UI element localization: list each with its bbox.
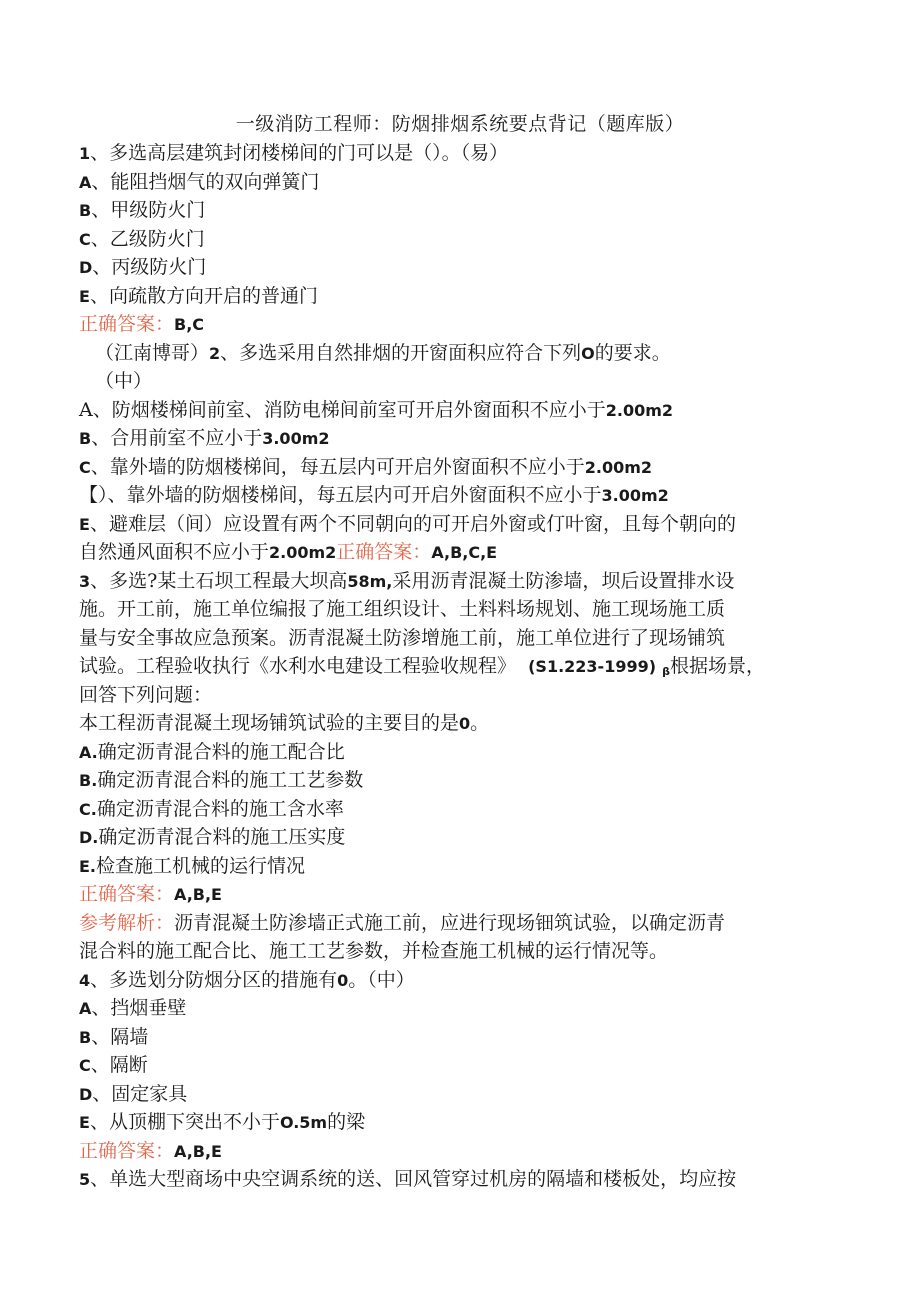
q1-option-a: A、能阻挡烟气的双向弹簧门 — [79, 170, 320, 193]
q1-option-c: C、乙级防火门 — [79, 227, 205, 250]
q3-answer: 正确答案：A,B,E — [79, 883, 222, 905]
q2-option-b: B、合用前室不应小于3.00m2 — [79, 427, 330, 449]
q2-option-c: C、靠外墙的防烟楼梯间，每五层内可开启外窗面积不应小于2.00m2 — [79, 455, 653, 478]
q5-stem: 5、单选大型商场中央空调系统的送、回风管穿过机房的隔墙和楼板处，均应按 — [79, 1168, 737, 1190]
q2-option-d: 【）、靠外墙的防烟楼梯间，每五层内可开启外窗面积不应小于3.00m2 — [79, 484, 669, 506]
document-title: 一级消防工程师：防烟排烟系统要点背记（题库版） — [235, 113, 685, 135]
q4-option-a: A、挡烟垂壁 — [79, 997, 187, 1019]
q3-question: 本工程沥青混凝土现场铺筑试验的主要目的是0。 — [79, 712, 490, 734]
q4-option-e: E、从顶棚下突出不小于O.5m的梁 — [79, 1111, 366, 1133]
q3-option-a: A.确定沥青混合料的施工配合比 — [79, 740, 345, 763]
q3-option-e: E.检查施工机械的运行情况 — [79, 854, 306, 877]
q3-option-c: C.确定沥青混合料的施工含水率 — [79, 797, 344, 820]
q2-difficulty: （中） — [95, 370, 153, 392]
q3-stem-line4: 试验。工程验收执行《水利水电建设工程验收规程》 (S1.223-1999) $_\beta$根据场景， — [79, 655, 765, 678]
q3-option-b: B.确定沥青混合料的施工工艺参数 — [79, 769, 364, 791]
q2-option-a: A、防烟楼梯间前室、消防电梯间前室可开启外窗面积不应小于2.00m2 — [79, 398, 674, 421]
q4-answer: 正确答案：A,B,E — [79, 1139, 222, 1162]
document-body — [79, 139, 839, 1194]
q1-option-e: E、向疏散方向开启的普通门 — [79, 284, 318, 307]
q4-option-b: B、隔墙 — [79, 1025, 149, 1048]
q1-stem: 1、多选高层建筑封闭楼梯间的门可以是（）。（易） — [79, 142, 509, 164]
q2-stem: （江南博哥）2、多选采用自然排烟的开窗面积应符合下列O的要求。 — [95, 341, 671, 364]
q3-stem-line1: 3、多选?某土石坝工程最大坝高58m,采用沥青混凝土防渗墙，坝后设置排水设 — [79, 569, 735, 592]
q4-stem: 4、多选划分防烟分区的措施有0。（中） — [79, 968, 415, 991]
q2-option-e-line2: 自然通风面积不应小于2.00m2正确答案：A,B,C,E — [79, 541, 498, 563]
q4-option-d: D、固定家具 — [79, 1082, 188, 1105]
q4-option-c: C、隔断 — [79, 1054, 148, 1076]
q2-option-e-line1: E、避难层（间）应设置有两个不同朝向的可开启外窗或仃叶窗，且每个朝向的 — [79, 512, 736, 535]
q3-analysis-line2: 混合料的施工配合比、施工工艺参数，并检查施工机械的运行情况等。 — [79, 940, 669, 962]
q1-number: 1 — [79, 144, 91, 163]
q3-stem-line2: 施。开工前，施工单位编报了施工组织设计、土料料场规划、施工现场施工质 — [79, 598, 726, 620]
q1-option-b: B、甲级防火门 — [79, 199, 206, 221]
q3-analysis-line1: 参考解析：沥青混凝土防渗墙正式施工前，应进行现场钿筑试验，以确定沥青 — [79, 911, 726, 934]
q1-answer: 正确答案：B,C — [79, 313, 205, 335]
q3-stem-line5: 回答下列问题： — [79, 683, 213, 706]
q1-option-d: D、丙级防火门 — [79, 256, 207, 278]
q3-stem-line3: 量与安全事故应急预案。沥青混凝土防渗增施工前，施工单位进行了现场铺筑 — [79, 626, 726, 649]
q3-option-d: D.确定沥青混合料的施工压实度 — [79, 826, 346, 848]
